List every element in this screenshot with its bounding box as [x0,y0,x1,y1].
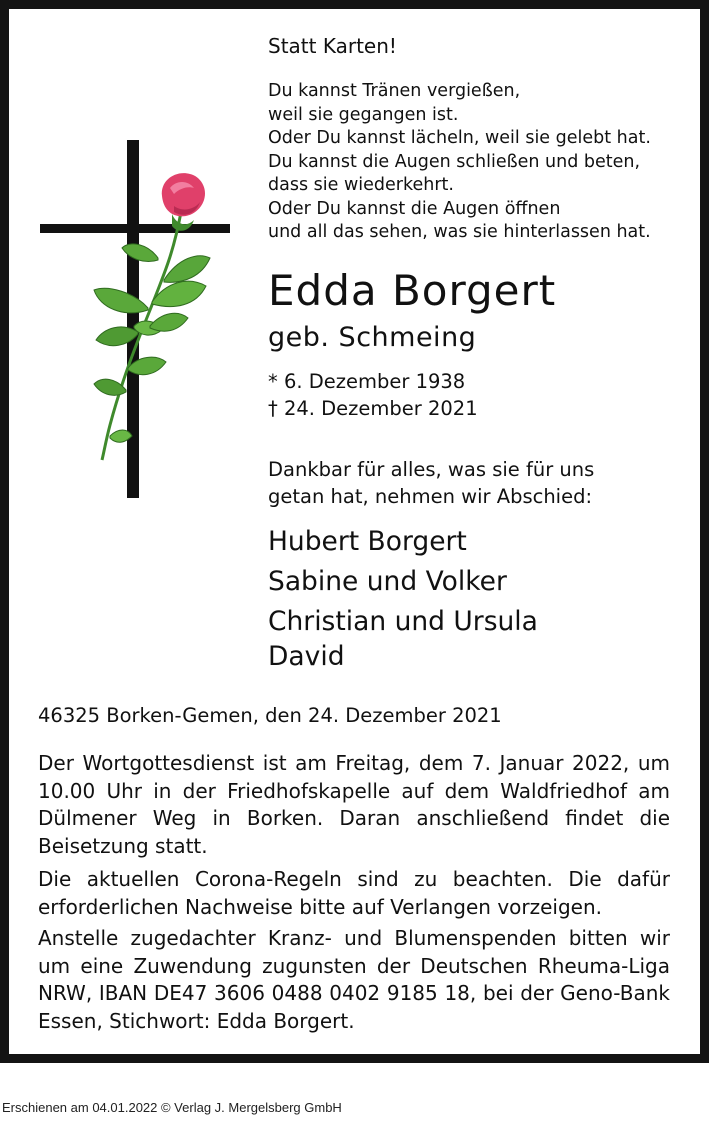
poem-line: weil sie gegangen ist. [268,104,459,125]
leaf [150,313,188,331]
place-and-date: 46325 Borken-Gemen, den 24. Dezember 2021 [38,704,502,727]
corona-paragraph: Die aktuellen Corona-Regeln sind zu beachten. Die dafür erforderlichen Nachweise bitte auf Verlangen vorzeigen. [38,867,670,919]
poem-line: Du kannst Tränen vergießen, [268,81,521,101]
maiden-name: geb. Schmeing [268,322,477,353]
cross-vertical-beam [127,140,139,498]
mourner-name: Sabine und Volker [268,566,507,597]
mourner-name: Hubert Borgert [268,526,467,557]
deceased-name: Edda Borgert [268,266,557,315]
statt-karten-heading: Statt Karten! [268,34,397,58]
publication-footer: Erschienen am 04.01.2022 © Verlag J. Mergelsberg GmbH [2,1100,342,1115]
poem-line: Oder Du kannst die Augen öffnen [268,198,561,219]
mourners-list [268,522,538,677]
cross-with-rose-icon [38,140,234,502]
thanks-text [268,456,594,510]
leaf [94,288,148,312]
poem-line: dass sie wiederkehrt. [268,175,454,195]
poem-line: Oder Du kannst lächeln, weil sie gelebt hat. [268,128,651,148]
mourner-name: David [268,641,345,672]
life-dates [268,368,478,422]
mourner-name: Christian und Ursula [268,606,538,637]
leaf [94,379,126,395]
donation-paragraph: Anstelle zugedachter Kranz- und Blumenspenden bitten wir um eine Zuwendung zugunsten der Deutschen Rheuma-Liga NRW, IBAN DE47 3606 0488 0402 9185 18, bei der Geno-Bank Essen, Stichwort: Edda Borgert. [38,926,670,1033]
thanks-line: getan hat, nehmen wir Abschied: [268,485,593,508]
cross-horizontal-beam [40,224,230,233]
birth-date: * 6. Dezember 1938 [268,370,466,393]
poem [268,80,651,245]
thanks-line: Dankbar für alles, was sie für uns [268,458,595,481]
leaf [164,256,210,282]
poem-line: und all das sehen, was sie hinterlassen hat. [268,222,651,242]
poem-line: Du kannst die Augen schließen und beten, [268,151,641,172]
death-date: † 24. Dezember 2021 [268,397,478,420]
service-paragraph: Der Wortgottesdienst ist am Freitag, dem 7. Januar 2022, um 10.00 Uhr in der Friedhofskapelle auf dem Waldfriedhof am Dülmener Weg in Borken. Daran anschließend findet die Beisetzung statt. [38,751,670,858]
